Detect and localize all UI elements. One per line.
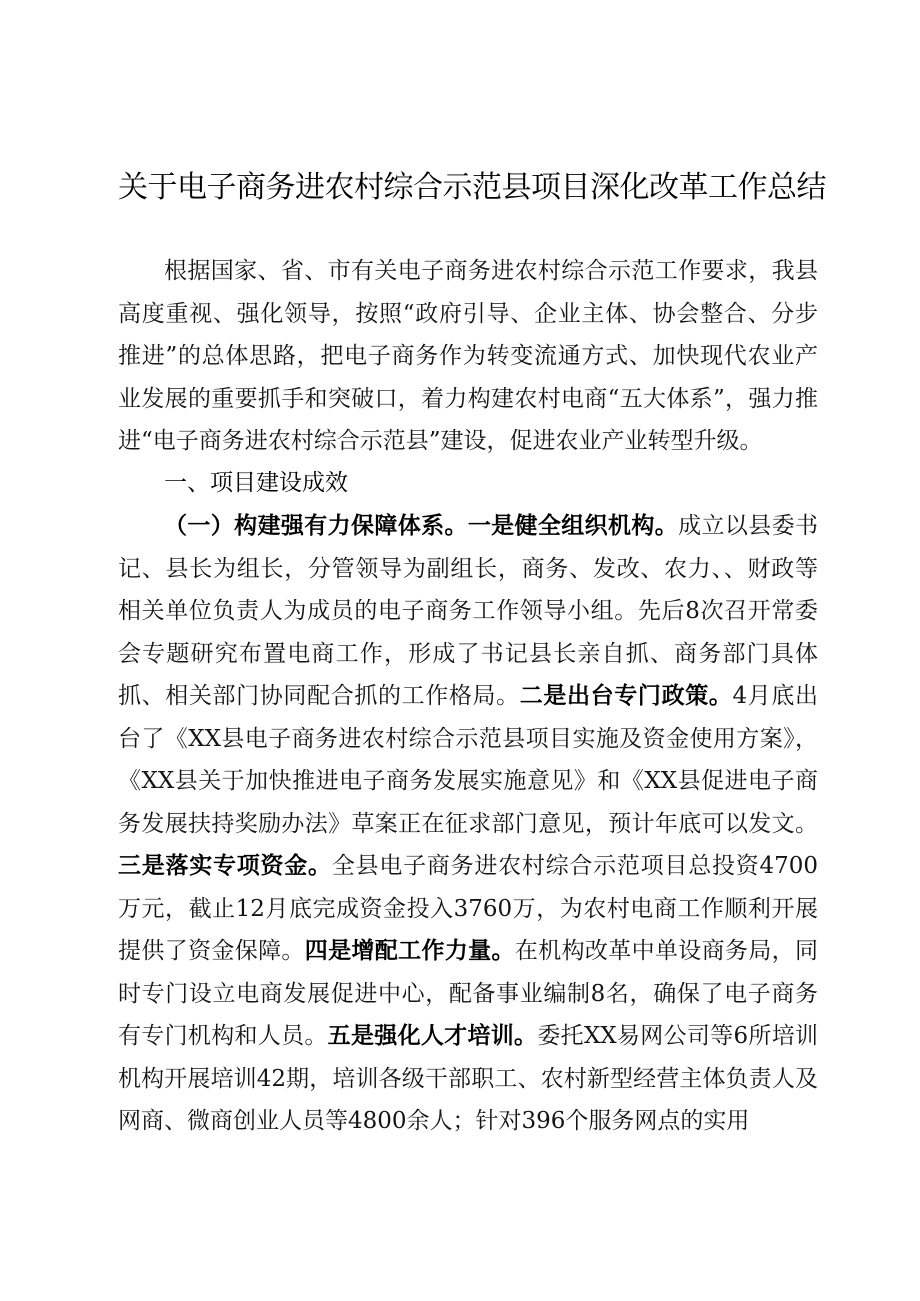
intro-paragraph: 根据国家、省、市有关电子商务进农村综合示范工作要求，我县高度重视、强化领导，按照“政府引导、企业主体、协会整合、分步推进”的总体思路，把电子商务作为转变流通方式、加快现代农业产业发展的重要抓手和突破口，着力构建农村电商“五大体系”，强力推进“电子商务进农村综合示范县”建设，促进农业产业转型升级。	[118, 258, 818, 454]
section-body-paragraph	[118, 505, 818, 1143]
section-heading: 一、项目建设成效	[164, 470, 348, 496]
point-3-text: 全县电子商务进农村综合示范项目总投资4700万元，截止12月底完成资金投入3760万，为农村电商工作顺利开展提供了资金保障。	[118, 853, 818, 964]
document-title: 关于电子商务进农村综合示范县项目深化改革工作总结	[118, 170, 826, 205]
point-5-text: 委托XX易网公司等6所培训机构开展培训42期，培训各级干部职工、农村新型经营主体负责人及网商、微商创业人员等4800余人；针对396个服务网点的实用	[118, 1023, 818, 1134]
point-1-heading: （一）构建强有力保障体系。一是健全组织机构。	[164, 513, 679, 539]
point-5-heading: 五是强化人才培训。	[327, 1023, 538, 1049]
point-2-text: 4月底出台了《XX县电子商务进农村综合示范县项目实施及资金使用方案》，《XX县关于加快推进电子商务发展实施意见》和《XX县促进电子商务发展扶持奖励办法》草案正在征求部门意见，预计年底可以发文。	[118, 683, 819, 837]
point-1-text: 成立以县委书记、县长为组长，分管领导为副组长，商务、发改、农力、、财政等相关单位负责人为成员的电子商务工作领导小组。先后8次召开常委会专题研究布置电商工作，形成了书记县长亲自抓、商务部门具体抓、相关部门协同配合抓的工作格局。	[118, 513, 819, 709]
point-4-text: 在机构改革中单设商务局，同时专门设立电商发展促进中心，配备事业编制8名，确保了电子商务有专门机构和人员。	[118, 938, 819, 1049]
point-2-heading: 二是出台专门政策。	[519, 683, 733, 709]
point-4-heading: 四是增配工作力量。	[304, 938, 515, 964]
point-3-heading: 三是落实专项资金。	[118, 853, 332, 879]
